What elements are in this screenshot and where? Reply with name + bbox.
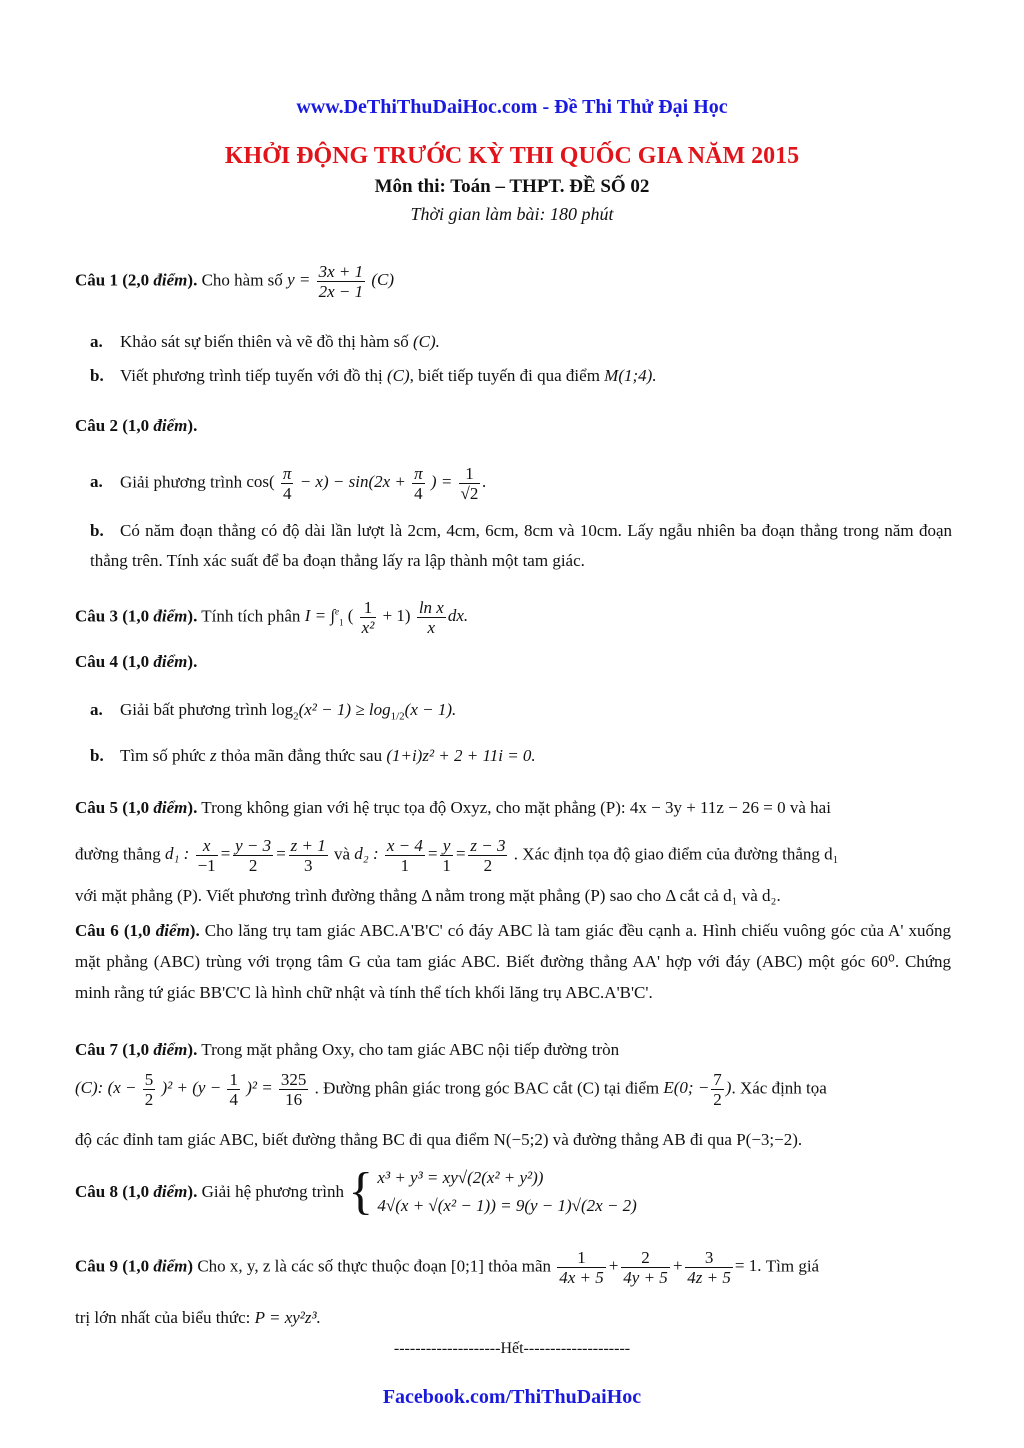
question-heading: Câu 1 (2,0 điểm). — [75, 270, 198, 290]
exam-subject: Môn thi: Toán – THPT. ĐỀ SỐ 02 — [374, 176, 650, 197]
trig-equation: cos( $\frac{\pi}{4}$ − x) − sin(2x + $\frac{\pi}{4}$ ) = $\frac{1}{√2}$ . — [246, 464, 487, 503]
question-4b: b. Tìm số phức z thỏa mãn đẳng thức sau (1+i)z² + 2 + 11i = 0. — [90, 746, 536, 765]
function-formula: y = $\frac{3x + 1}{2x - 1}$ (C) — [287, 262, 395, 301]
facebook-link[interactable]: Facebook.com/ThiThuDaiHoc — [382, 1386, 642, 1408]
question-7: Câu 7 (1,0 điểm). Trong mặt phẳng Oxy, cho tam giác ABC nội tiếp đường tròn — [75, 1040, 620, 1059]
question-2a: a. Giải phương trình cos( $\frac{\pi}{4}$ − x) − sin(2x + $\frac{\pi}{4}$ ) = $\frac{1}{√2}$ . — [90, 464, 487, 503]
question-2: Câu 2 (1,0 điểm). — [75, 416, 198, 435]
exam-time: Thời gian làm bài: 180 phút — [410, 204, 614, 224]
question-8: Câu 8 (1,0 điểm). Giải hệ phương trình { x³ + y³ = xy√(2(x² + y²)) 4√(x + √(x² − 1)) = 9(y − 1)√(2x − 2) — [75, 1163, 637, 1220]
site-header-link[interactable]: www.DeThiThuDaiHoc.com - Đề Thi Thử Đại Học — [296, 96, 728, 118]
equation-system: x³ + y³ = xy√(2(x² + y²)) 4√(x + √(x² − 1)) = 9(y − 1)√(2x − 2) — [377, 1168, 637, 1215]
question-7-circle: (C): (x − $\frac{5}{2}$ )² + (y − $\frac{1}{4}$ )² = $\frac{325}{16}$ . Đường phân giác trong góc BAC cắt (C) tại điểm E(0; − $\frac{7}{2}$ ). Xác định tọa — [75, 1070, 827, 1109]
end-marker: --------------------Hết-------------------- — [393, 1340, 631, 1357]
question-1b: b. Viết phương trình tiếp tuyến với đồ thị (C), biết tiếp tuyến đi qua điểm M(1;4). — [90, 366, 657, 385]
question-4: Câu 4 (1,0 điểm). — [75, 652, 198, 671]
exam-title: KHỞI ĐỘNG TRƯỚC KỲ THI QUỐC GIA NĂM 2015 — [224, 143, 800, 169]
question-9: Câu 9 (1,0 điểm) Cho x, y, z là các số thực thuộc đoạn [0;1] thỏa mãn $\frac{1}{4x + 5}$ + $\frac{2}{4y + 5}$ + $\frac{3}{4z + 5}$ = 1. Tìm giá — [75, 1248, 820, 1287]
question-5-line3: với mặt phẳng (P). Viết phương trình đường thẳng Δ nằm trong mặt phẳng (P) sao cho Δ cắt cả d₁ và d₂. — [75, 886, 781, 905]
question-9-line2: trị lớn nhất của biểu thức: P = xy²z³. — [75, 1308, 321, 1327]
question-5: Câu 5 (1,0 điểm). Trong không gian với hệ trục tọa độ Oxyz, cho mặt phẳng (P): 4x − 3y + 11z − 26 = 0 và hai — [75, 798, 831, 817]
question-3: Câu 3 (1,0 điểm). Tính tích phân I = ∫$^e_1$ ( $\frac{1}{\text{x²}}$ + 1) $\frac{\text{ln x}}{x}$ dx. — [75, 598, 469, 637]
question-text: Cho hàm số — [201, 270, 283, 290]
integral-formula: I = ∫$^e_1$ ( $\frac{1}{\text{x²}}$ + 1) $\frac{\text{ln x}}{x}$ dx. — [304, 598, 469, 637]
question-2b: b. Có năm đoạn thẳng có độ dài lần lượt là 2cm, 4cm, 6cm, 8cm và 10cm. Lấy ngẫu nhiên ba đoạn thẳng trong năm đoạn thẳng trên. Tính xác suất để ba đoạn thẳng lấy ra lập thành một tam giác. — [90, 521, 952, 570]
question-7-line3: độ các đỉnh tam giác ABC, biết đường thẳng BC đi qua điểm N(−5;2) và đường thẳng AB đi qua P(−3;−2). — [75, 1130, 803, 1149]
question-6: Câu 6 (1,0 điểm). Cho lăng trụ tam giác ABC.A'B'C' có đáy ABC là tam giác đều cạnh a. Hình chiếu vuông góc của A' xuống mặt phẳng (ABC) trùng với trọng tâm G của tam giác ABC. Biết đường thẳng AA' hợp với đáy (ABC) một góc 60⁰. Chứng minh rằng tứ giác BB'C'C là hình chữ nhật và tính thể tích khối lăng trụ ABC.A'B'C'. — [75, 921, 951, 1002]
question-5-lines: đường thẳng d₁ : $\frac{x}{-1}$ = $\frac{y - 3}{2}$ = $\frac{z + 1}{3}$ và d₂ : $\frac{x - 4}{1}$ = $\frac{y}{1}$ = $\frac{z - 3}{2}$ . Xác định tọa độ giao điểm của đường thẳng d₁ — [75, 836, 839, 875]
question-1a: a. Khảo sát sự biến thiên và vẽ đồ thị hàm số (C). — [90, 332, 440, 351]
question-4a: a. Giải bất phương trình $\log_2(x^2 - 1) \ge \log_{1/2}(x - 1)$. — [90, 700, 457, 723]
question-1 — [75, 262, 951, 301]
